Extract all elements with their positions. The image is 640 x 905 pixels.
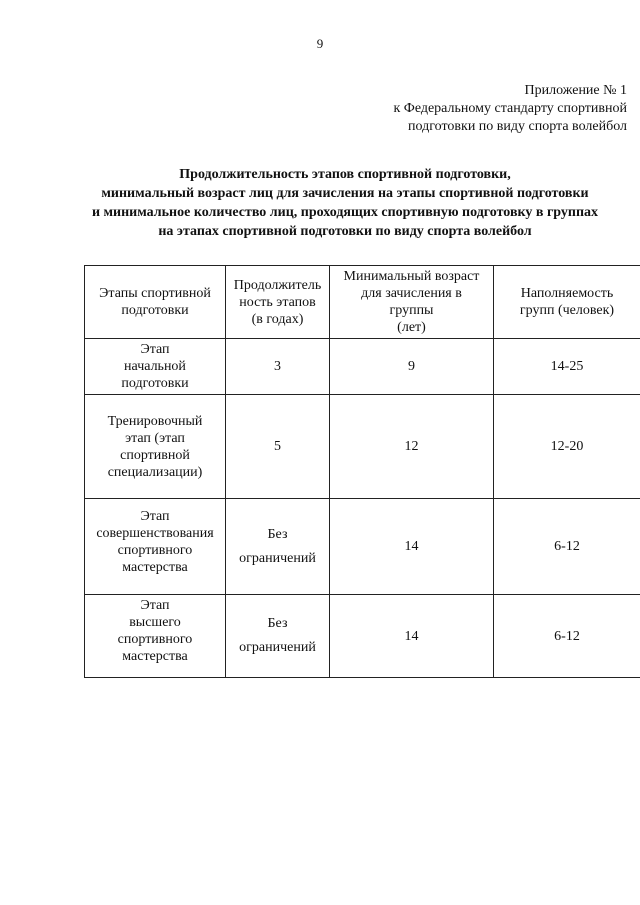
- duration-text: Без: [267, 526, 288, 542]
- stages-table: [84, 265, 640, 678]
- title-line: минимальный возраст лиц для зачисления на этапы спортивной подготовки: [101, 186, 589, 201]
- min-age-cell: 14: [330, 595, 494, 678]
- appendix-reference: [267, 82, 627, 136]
- stage-text: спортивной: [120, 447, 190, 463]
- duration-cell: [226, 499, 330, 595]
- page-number: 9: [316, 36, 324, 51]
- title-line: Продолжительность этапов спортивной подготовки,: [179, 167, 511, 182]
- header-text: Продолжитель: [233, 277, 322, 293]
- title-line: на этапах спортивной подготовки по виду спорта волейбол: [158, 224, 532, 239]
- duration-text: Без: [267, 616, 288, 631]
- group-size-cell: 6-12: [494, 595, 640, 678]
- duration-text: ограничений: [239, 640, 316, 655]
- header-group-size: [494, 266, 640, 339]
- header-text: для зачисления в: [361, 286, 462, 301]
- table-row: [85, 395, 640, 499]
- min-age-cell: 14: [330, 499, 494, 595]
- header-text: групп (человек): [519, 303, 615, 318]
- header-text: ность этапов: [239, 294, 316, 310]
- duration-cell: [226, 395, 330, 499]
- appendix-line: подготовки по виду спорта волейбол: [408, 119, 627, 134]
- group-size-cell: 14-25: [494, 339, 640, 395]
- duration-cell: [226, 339, 330, 395]
- group-size-cell: 6-12: [494, 499, 640, 595]
- header-text: (в годах): [251, 311, 304, 327]
- header-min-age: [330, 266, 494, 339]
- stage-text: мастерства: [122, 559, 188, 575]
- min-age-cell: 9: [330, 339, 494, 395]
- stage-text: начальной: [124, 359, 186, 374]
- stage-text: Тренировочный: [107, 413, 203, 429]
- duration-text: 5: [274, 439, 281, 454]
- stage-text: подготовки: [121, 376, 189, 391]
- table-row: [85, 339, 640, 395]
- stage-cell: [85, 499, 226, 595]
- header-text: Наполняемость: [520, 286, 614, 301]
- stage-text: совершенствования: [96, 525, 214, 541]
- group-size-cell: 12-20: [494, 395, 640, 499]
- header-text: Этапы спортивной: [99, 286, 211, 301]
- stage-cell: [85, 395, 226, 499]
- stage-cell: [85, 339, 226, 395]
- stage-text: Этап: [140, 598, 170, 613]
- table-header-row: [85, 266, 640, 339]
- duration-text: 3: [274, 359, 281, 374]
- min-age-cell: 12: [330, 395, 494, 499]
- table-row: [85, 499, 640, 595]
- stage-cell: [85, 595, 226, 678]
- stage-text: этап (этап: [125, 430, 185, 446]
- stage-text: специализации): [107, 464, 203, 480]
- duration-text: ограничений: [239, 550, 316, 566]
- appendix-line: к Федеральному стандарту спортивной: [393, 101, 627, 116]
- stage-text: спортивного: [117, 542, 193, 558]
- appendix-line: Приложение № 1: [524, 83, 627, 98]
- header-text: группы: [389, 303, 434, 318]
- document-title: [50, 165, 640, 241]
- duration-cell: [226, 595, 330, 678]
- header-stages: [85, 266, 226, 339]
- stage-text: высшего: [129, 615, 181, 630]
- stage-text: Этап: [140, 508, 170, 524]
- header-text: Минимальный возраст: [343, 269, 480, 284]
- stage-text: мастерства: [122, 649, 188, 664]
- stage-text: Этап: [140, 342, 170, 357]
- header-duration: [226, 266, 330, 339]
- stage-text: спортивного: [117, 632, 193, 647]
- table-row: [85, 595, 640, 678]
- title-line: и минимальное количество лиц, проходящих спортивную подготовку в группах: [91, 205, 599, 220]
- header-text: подготовки: [121, 303, 189, 318]
- header-text: (лет): [397, 320, 426, 335]
